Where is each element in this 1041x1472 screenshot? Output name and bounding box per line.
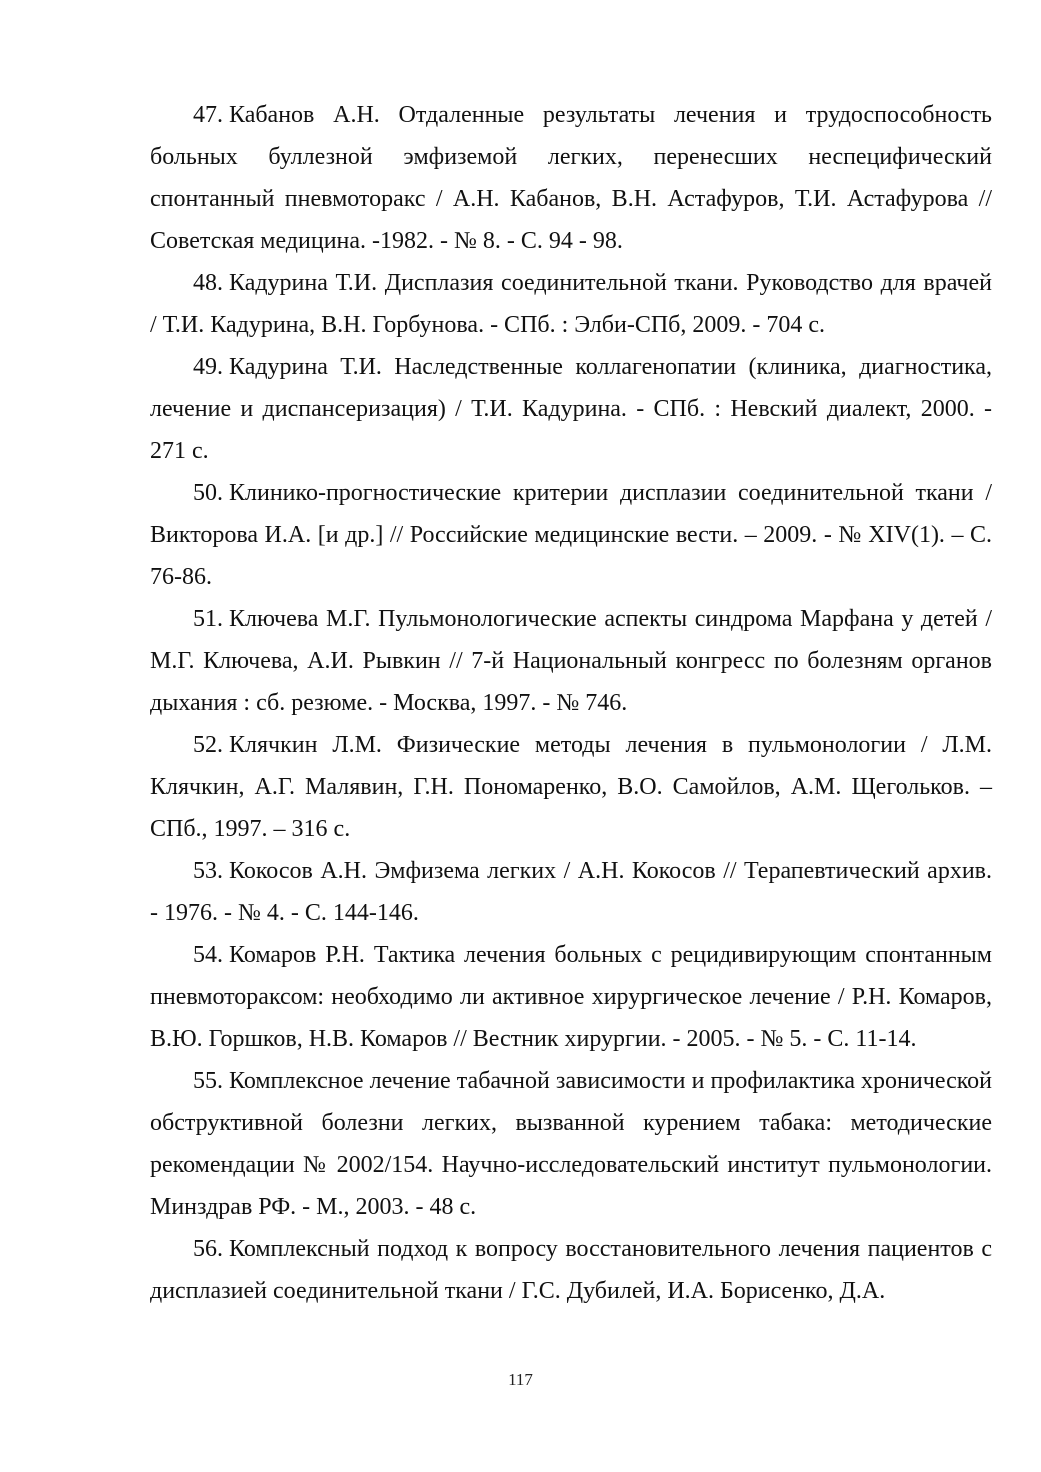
reference-text: Комплексный подход к вопросу восстановительного лечения пациентов с дисплазией соединительной ткани / Г.С. Дубилей, И.А. Борисенко, Д.А. [150,1236,992,1304]
reference-entry [150,724,992,850]
reference-text: Клинико-прогностические критерии дисплазии соединительной ткани / Викторова И.А. [и др.] // Российские медицинские вести. – 2009. - № XIV(1). – С. 76-86. [150,480,992,590]
reference-text: Ключева М.Г. Пульмонологические аспекты синдрома Марфана у детей / М.Г. Ключева, А.И. Рывкин // 7-й Национальный конгресс по болезням органов дыхания : сб. резюме. - Москва, 1997. - № 746. [150,606,992,716]
reference-number: 51. [193,606,223,632]
reference-entry [150,262,992,346]
reference-entry [150,934,992,1060]
reference-number: 56. [193,1236,223,1262]
reference-entry [150,1228,992,1312]
reference-text: Кадурина Т.И. Наследственные коллагенопатии (клиника, диагностика, лечение и диспансеризация) / Т.И. Кадурина. - СПб. : Невский диалект, 2000. - 271 с. [150,354,992,464]
reference-list [150,94,992,1312]
reference-entry [150,472,992,598]
reference-number: 47. [193,102,223,128]
reference-text: Кокосов А.Н. Эмфизема легких / А.Н. Кокосов // Терапевтический архив. - 1976. - № 4. - С. 144-146. [150,858,992,926]
page-number: 117 [508,1370,533,1389]
reference-text: Кадурина Т.И. Дисплазия соединительной ткани. Руководство для врачей / Т.И. Кадурина, В.Н. Горбунова. - СПб. : Элби-СПб, 2009. - 704 с. [150,270,992,338]
reference-text: Клячкин Л.М. Физические методы лечения в пульмонологии / Л.М. Клячкин, А.Г. Малявин, Г.Н. Пономаренко, В.О. Самойлов, А.М. Щегольков. – СПб., 1997. – 316 с. [150,732,992,842]
reference-entry [150,598,992,724]
reference-number: 54. [193,942,223,968]
reference-entry [150,850,992,934]
reference-number: 48. [193,270,223,296]
reference-text: Комаров Р.Н. Тактика лечения больных с рецидивирующим спонтанным пневмотораксом: необходимо ли активное хирургическое лечение / Р.Н. Комаров, В.Ю. Горшков, Н.В. Комаров // Вестник хирургии. - 2005. - № 5. - С. 11-14. [150,942,992,1052]
reference-number: 53. [193,858,223,884]
reference-text: Комплексное лечение табачной зависимости и профилактика хронической обструктивной болезни легких, вызванной курением табака: методические рекомендации № 2002/154. Научно-исследовательский институт пульмонологии. Минздрав РФ. - М., 2003. - 48 с. [150,1068,992,1220]
reference-number: 55. [193,1068,223,1094]
reference-entry [150,346,992,472]
reference-number: 50. [193,480,223,506]
reference-entry [150,1060,992,1228]
reference-number: 49. [193,354,223,380]
reference-number: 52. [193,732,223,758]
reference-text: Кабанов А.Н. Отдаленные результаты лечения и трудоспособность больных буллезной эмфиземой легких, перенесших неспецифический спонтанный пневмоторакс / А.Н. Кабанов, В.Н. Астафуров, Т.И. Астафурова // Советская медицина. -1982. - № 8. - С. 94 - 98. [150,102,992,254]
reference-entry [150,94,992,262]
